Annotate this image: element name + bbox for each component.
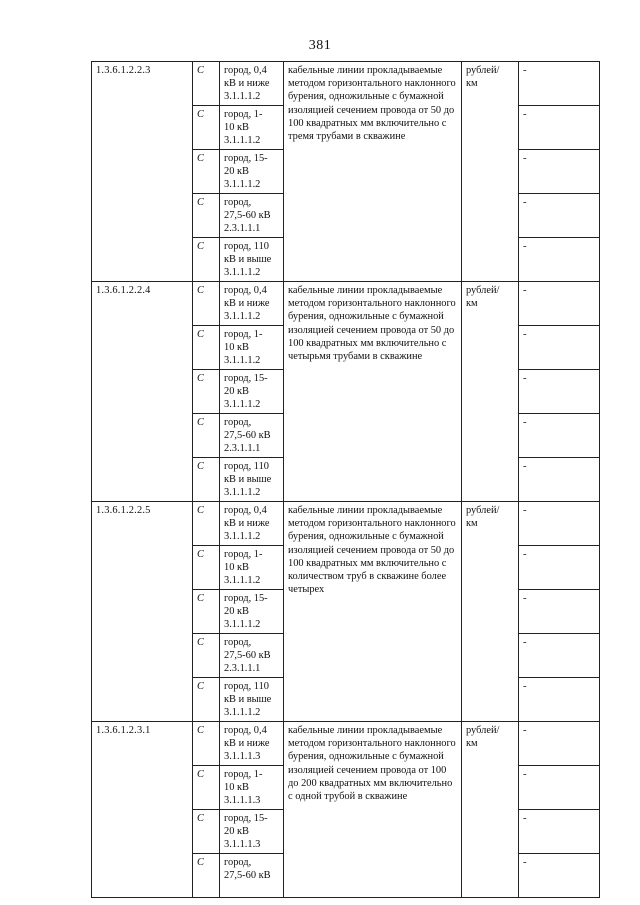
- area-voltage-cell: город, 1- 10 кВ 3.1.1.1.2: [220, 106, 284, 150]
- area-voltage-cell: город, 15- 20 кВ 3.1.1.1.2: [220, 590, 284, 634]
- value-cell: -: [519, 766, 600, 810]
- category-letter: С: [193, 238, 220, 282]
- area-voltage-cell: город, 27,5-60 кВ 2.3.1.1.1: [220, 634, 284, 678]
- description-cell: кабельные линии прокладываемые методом горизонтального наклонного бурения, одножильные с бумажной изоляцией сечением провода от 50 до 100 квадратных мм включительно с количеством труб в скважине более четырех: [284, 502, 462, 722]
- category-letter: С: [193, 414, 220, 458]
- value-cell: -: [519, 810, 600, 854]
- area-voltage-cell: город, 27,5-60 кВ 2.3.1.1.1: [220, 194, 284, 238]
- value-cell: -: [519, 678, 600, 722]
- area-voltage-cell: город, 15- 20 кВ 3.1.1.1.2: [220, 370, 284, 414]
- unit-cell: рублей/ км: [462, 722, 519, 898]
- area-voltage-cell: город, 0,4 кВ и ниже 3.1.1.1.2: [220, 502, 284, 546]
- unit-cell: рублей/ км: [462, 62, 519, 282]
- category-letter: С: [193, 810, 220, 854]
- value-cell: -: [519, 634, 600, 678]
- category-letter: С: [193, 194, 220, 238]
- value-cell: -: [519, 150, 600, 194]
- value-cell: -: [519, 458, 600, 502]
- category-letter: С: [193, 370, 220, 414]
- category-letter: С: [193, 106, 220, 150]
- category-letter: С: [193, 766, 220, 810]
- value-cell: -: [519, 722, 600, 766]
- area-voltage-cell: город, 27,5-60 кВ 2.3.1.1.1: [220, 414, 284, 458]
- area-voltage-cell: город, 1- 10 кВ 3.1.1.1.3: [220, 766, 284, 810]
- category-letter: С: [193, 282, 220, 326]
- row-code: 1.3.6.1.2.2.5: [92, 502, 193, 722]
- value-cell: -: [519, 370, 600, 414]
- category-letter: С: [193, 502, 220, 546]
- category-letter: С: [193, 150, 220, 194]
- area-voltage-cell: город, 0,4 кВ и ниже 3.1.1.1.2: [220, 62, 284, 106]
- area-voltage-cell: город, 27,5-60 кВ: [220, 854, 284, 898]
- area-voltage-cell: город, 0,4 кВ и ниже 3.1.1.1.2: [220, 282, 284, 326]
- description-cell: кабельные линии прокладываемые методом горизонтального наклонного бурения, одножильные с бумажной изоляцией сечением провода от 50 до 100 квадратных мм включительно с тремя трубами в скважине: [284, 62, 462, 282]
- row-code: 1.3.6.1.2.3.1: [92, 722, 193, 898]
- category-letter: С: [193, 722, 220, 766]
- value-cell: -: [519, 546, 600, 590]
- value-cell: -: [519, 238, 600, 282]
- table-row: [92, 282, 600, 326]
- area-voltage-cell: город, 15- 20 кВ 3.1.1.1.2: [220, 150, 284, 194]
- page-number: 381: [308, 38, 332, 53]
- unit-cell: рублей/ км: [462, 282, 519, 502]
- description-cell: кабельные линии прокладываемые методом горизонтального наклонного бурения, одножильные с бумажной изоляцией сечением провода от 100 до 200 квадратных мм включительно с одной трубой в скважине: [284, 722, 462, 898]
- value-cell: -: [519, 62, 600, 106]
- category-letter: С: [193, 458, 220, 502]
- area-voltage-cell: город, 1- 10 кВ 3.1.1.1.2: [220, 326, 284, 370]
- row-code: 1.3.6.1.2.2.4: [92, 282, 193, 502]
- unit-cell: рублей/ км: [462, 502, 519, 722]
- value-cell: -: [519, 502, 600, 546]
- category-letter: С: [193, 634, 220, 678]
- category-letter: С: [193, 326, 220, 370]
- description-cell: кабельные линии прокладываемые методом горизонтального наклонного бурения, одножильные с бумажной изоляцией сечением провода от 50 до 100 квадратных мм включительно с четырьмя трубами в скважине: [284, 282, 462, 502]
- area-voltage-cell: город, 15- 20 кВ 3.1.1.1.3: [220, 810, 284, 854]
- category-letter: С: [193, 678, 220, 722]
- category-letter: С: [193, 854, 220, 898]
- value-cell: -: [519, 854, 600, 898]
- area-voltage-cell: город, 1- 10 кВ 3.1.1.1.2: [220, 546, 284, 590]
- area-voltage-cell: город, 110 кВ и выше 3.1.1.1.2: [220, 238, 284, 282]
- table-row: [92, 62, 600, 106]
- row-code: 1.3.6.1.2.2.3: [92, 62, 193, 282]
- category-letter: С: [193, 546, 220, 590]
- area-voltage-cell: город, 110 кВ и выше 3.1.1.1.2: [220, 458, 284, 502]
- category-letter: С: [193, 62, 220, 106]
- area-voltage-cell: город, 110 кВ и выше 3.1.1.1.2: [220, 678, 284, 722]
- tariff-table: [91, 61, 600, 898]
- value-cell: -: [519, 414, 600, 458]
- category-letter: С: [193, 590, 220, 634]
- table-row: [92, 722, 600, 766]
- value-cell: -: [519, 282, 600, 326]
- area-voltage-cell: город, 0,4 кВ и ниже 3.1.1.1.3: [220, 722, 284, 766]
- value-cell: -: [519, 326, 600, 370]
- value-cell: -: [519, 194, 600, 238]
- value-cell: -: [519, 590, 600, 634]
- value-cell: -: [519, 106, 600, 150]
- table-row: [92, 502, 600, 546]
